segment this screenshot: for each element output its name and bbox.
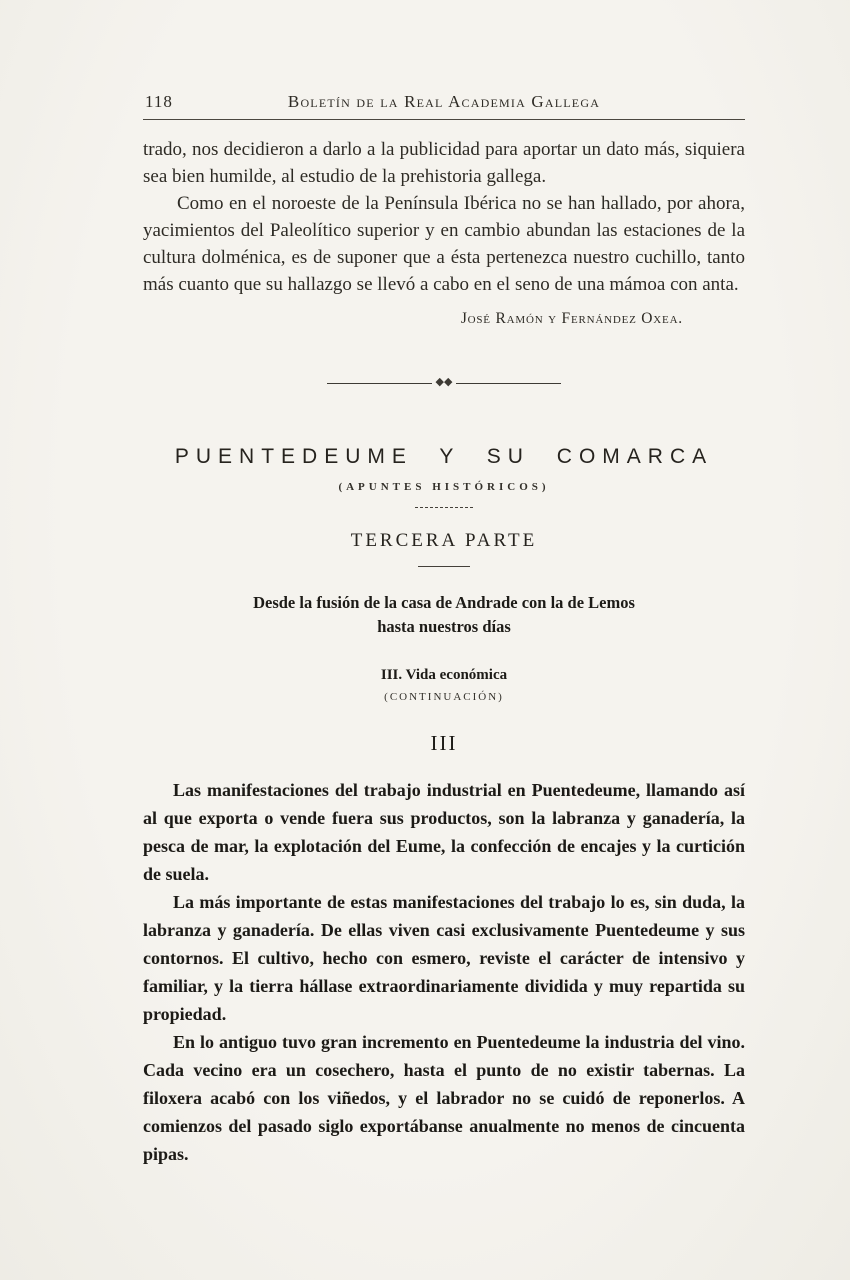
author-signature: José Ramón y Fernández Oxea. <box>460 310 683 327</box>
article-subtitle: (APUNTES HISTÓRICOS) <box>338 481 550 493</box>
page-content <box>143 92 745 1168</box>
divider-line <box>456 383 561 384</box>
previous-article-text <box>143 136 745 298</box>
continuation-note: (CONTINUACIÓN) <box>384 691 504 703</box>
article-title: PUENTEDEUME Y SU COMARCA <box>174 445 714 468</box>
paragraph: En lo antiguo tuvo gran incremento en Puentedeume la industria del vino. Cada vecino era un cosechero, hasta el punto de no existir tabernas. La filoxera acabó con los viñedos, y el labrador no se cuidó de reponerlos. A comienzos del pasado siglo exportábanse anualmente no menos de cincuenta pipas. <box>143 1032 745 1164</box>
running-header <box>143 92 745 120</box>
divider-line <box>327 383 432 384</box>
chapter-heading: III. Vida económica <box>380 667 508 683</box>
chapter-numeral: III <box>430 731 458 755</box>
part-title: TERCERA PARTE <box>350 530 538 551</box>
paragraph: trado, nos decidieron a darlo a la publicidad para aportar un dato más, siquiera sea bien humilde, al estudio de la prehistoria gallega. <box>143 139 745 187</box>
ornament-icon: ◆◆ <box>435 376 453 388</box>
section-heading-line: Desde la fusión de la casa de Andrade con la de Lemos <box>253 593 635 612</box>
paragraph: Las manifestaciones del trabajo industrial en Puentedeume, llamando así al que exporta o vende fuera sus productos, son la labranza y ganadería, la pesca de mar, la explotación del Eume, la confección de encajes y la curtición de suela. <box>143 780 745 884</box>
journal-title: Boletín de la Real Academia Gallega <box>287 92 601 111</box>
small-divider <box>415 507 473 508</box>
article-body <box>143 776 745 1168</box>
section-heading-line: hasta nuestros días <box>377 617 511 636</box>
section-heading <box>143 591 745 639</box>
small-divider <box>418 566 470 567</box>
paragraph: Como en el noroeste de la Península Ibérica no se han hallado, por ahora, yacimientos del Paleolítico superior y en cambio abundan las estaciones de la cultura dolménica, es de suponer que a ésta pertenezca nuestro cuchillo, tanto más cuanto que su hallazgo se llevó a cabo en el seno de una mámoa con anta. <box>143 193 745 295</box>
page-number: 118 <box>145 92 173 111</box>
paragraph: La más importante de estas manifestaciones del trabajo lo es, sin duda, la labranza y ganadería. De ellas viven casi exclusivamente Puentedeume y sus contornos. El cultivo, hecho con esmero, reviste el carácter de intensivo y familiar, y la tierra hállase extraordinariamente dividida y muy repartida su propiedad. <box>143 892 745 1024</box>
section-divider <box>143 378 745 389</box>
